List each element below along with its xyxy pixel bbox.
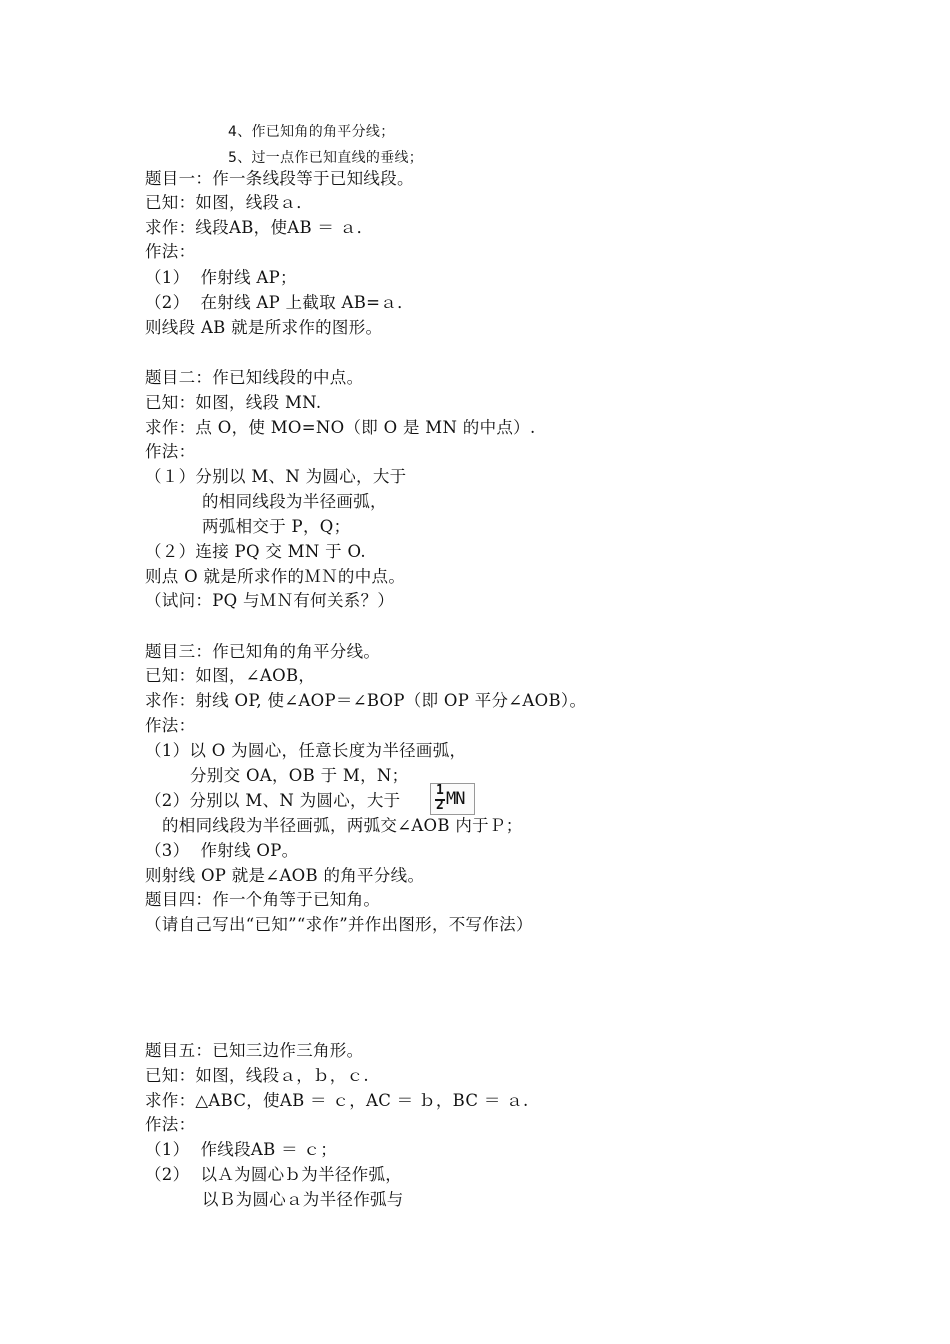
problem4-title: 题目四：作一个角等于已知角。 bbox=[145, 890, 381, 909]
problem2-given: 已知：如图，线段 MN. bbox=[145, 393, 322, 412]
problem2-step1-cont2: 两弧相交于 P，Q； bbox=[202, 517, 351, 536]
problem5-step1: （1） 作线段AB ＝ ｃ； bbox=[145, 1140, 338, 1159]
formula-variable: MN bbox=[446, 789, 465, 809]
problem2-question: （试问：PQ 与ＭＮ有何关系？） bbox=[145, 591, 395, 610]
problem5-title: 题目五：已知三边作三角形。 bbox=[145, 1041, 364, 1060]
problem3-method-label: 作法： bbox=[145, 716, 196, 735]
problem3-title: 题目三：作已知角的角平分线。 bbox=[145, 642, 381, 661]
problem1-conclusion: 则线段 AB 就是所求作的图形。 bbox=[145, 318, 383, 337]
problem2-conclusion: 则点 O 就是所求作的ＭＮ的中点。 bbox=[145, 567, 406, 586]
problem3-step2: （2）分别以 M、N 为圆心，大于 bbox=[145, 791, 401, 810]
problem3-construct: 求作：射线 OP, 使∠AOP＝∠BOP（即 OP 平分∠AOB）。 bbox=[145, 691, 587, 710]
problem2-construct: 求作：点 O，使 MO=NO（即 O 是 MN 的中点）. bbox=[145, 418, 536, 437]
problem1-method-label: 作法： bbox=[145, 242, 196, 261]
problem5-step2-cont: 以Ｂ为圆心ａ为半径作弧与 bbox=[202, 1190, 404, 1209]
problem4-instruction: （请自己写出“已知”“求作”并作出图形，不写作法） bbox=[145, 915, 533, 934]
formula-denominator: 2 bbox=[436, 798, 444, 813]
formula-numerator: 1 bbox=[436, 783, 444, 798]
problem2-title: 题目二：作已知线段的中点。 bbox=[145, 368, 364, 387]
list-item-angle-bisector: 4、作已知角的角平分线； bbox=[228, 124, 395, 140]
problem5-method-label: 作法： bbox=[145, 1115, 196, 1134]
problem3-step2-cont: 的相同线段为半径画弧，两弧交∠AOB 内于Ｐ； bbox=[162, 816, 523, 835]
problem2-method-label: 作法： bbox=[145, 442, 196, 461]
problem3-conclusion: 则射线 OP 就是∠AOB 的角平分线。 bbox=[145, 866, 425, 885]
problem2-step1: （１）分别以 M、N 为圆心，大于 bbox=[145, 467, 407, 486]
problem1-title: 题目一：作一条线段等于已知线段。 bbox=[145, 169, 414, 188]
problem1-step1: （1） 作射线 AP； bbox=[145, 268, 297, 287]
problem5-construct: 求作：△ABC，使AB ＝ ｃ，AC ＝ ｂ，BC ＝ ａ. bbox=[145, 1091, 529, 1110]
problem1-given: 已知：如图，线段ａ． bbox=[145, 193, 313, 212]
problem5-step2: （2） 以Ａ为圆心ｂ为半径作弧， bbox=[145, 1165, 403, 1184]
problem3-step1-cont: 分别交 OA，OB 于 M，N； bbox=[190, 766, 409, 785]
problem3-given: 已知：如图，∠AOB， bbox=[145, 666, 316, 685]
problem1-construct: 求作：线段AB，使AB ＝ ａ． bbox=[145, 218, 374, 237]
problem5-given: 已知：如图，线段ａ，ｂ，ｃ. bbox=[145, 1066, 369, 1085]
half-mn-formula bbox=[430, 783, 475, 815]
problem3-step1: （1）以 O 为圆心，任意长度为半径画弧， bbox=[145, 741, 467, 760]
problem1-step2: （2） 在射线 AP 上截取 AB=ａ． bbox=[145, 293, 414, 312]
problem2-step2: （２）连接 PQ 交 MN 于 O. bbox=[145, 542, 366, 561]
list-item-perpendicular: 5、过一点作已知直线的垂线； bbox=[228, 150, 424, 166]
problem3-step3: （3） 作射线 OP。 bbox=[145, 841, 299, 860]
problem2-step1-cont1: 的相同线段为半径画弧， bbox=[202, 492, 387, 511]
